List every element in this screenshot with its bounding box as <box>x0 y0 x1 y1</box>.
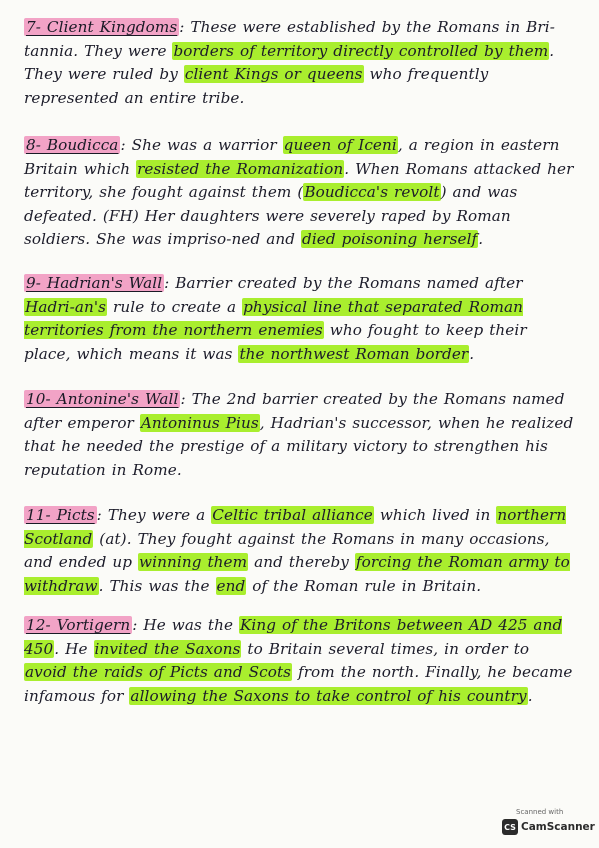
body-text: : He was the <box>132 616 239 634</box>
entry-vortigern <box>24 614 576 708</box>
highlighted-text: end <box>216 576 246 595</box>
entry-client-kingdoms <box>24 16 576 110</box>
body-text: who fought to keep their place, which means it was <box>24 321 527 363</box>
body-text: to Britain several times, in order to <box>241 639 530 658</box>
entry-hadrians-wall <box>24 272 576 366</box>
highlighted-text: Celtic tribal alliance <box>212 506 373 524</box>
body-text: which lived in <box>373 506 497 524</box>
highlighted-text: the northwest Roman border <box>239 344 469 363</box>
body-text: , a region in eastern Britain which <box>24 136 560 178</box>
highlighted-text: winning them <box>139 553 248 572</box>
body-text: : Barrier created by the Romans named after <box>164 274 523 292</box>
highlighted-text: allowing the Saxons to take control of his country <box>130 686 527 705</box>
camscanner-name: CamScanner <box>521 821 595 833</box>
body-text: (at). They fought against the Romans in many occasions, and ended up <box>24 529 550 572</box>
entry-title: 9- Hadrian's Wall <box>26 274 163 292</box>
body-text: . When Romans attacked her territory, she fought against them ( <box>24 159 574 202</box>
body-text: . <box>527 686 533 705</box>
body-text: ) and was defeated. (FH) Her daughters were severely raped by Roman soldiers. She was impriso-ned and <box>24 183 518 249</box>
body-text: : They were a <box>96 506 212 524</box>
highlighted-text: queen of Iceni <box>283 136 397 154</box>
highlighted-text: Boudicca's revolt <box>304 183 440 202</box>
highlighted-text: client Kings or queens <box>184 65 363 84</box>
body-text: . <box>478 230 484 249</box>
body-text: from the north. Finally, he became infamous for <box>24 663 573 705</box>
highlighted-text: Hadri-an's <box>25 297 107 316</box>
body-text: , Hadrian's successor, when he realized that he needed the prestige of a military victory to strengthen his reputation in Rome. <box>24 413 574 479</box>
highlighted-text: died poisoning herself <box>302 230 478 249</box>
body-text: . He <box>54 639 94 658</box>
highlighted-text: forcing the Roman army to withdraw <box>24 553 570 595</box>
scanned-with-label: Scanned with <box>516 808 564 816</box>
body-text: : These were established by the Romans in Bri-tannia. They were <box>24 18 555 60</box>
body-text: : She was a warrior <box>120 136 283 154</box>
entry-title: 8- Boudicca <box>26 136 119 154</box>
highlighted-text: King of the Britons between AD 425 and 450 <box>24 616 563 658</box>
body-text: . This was the <box>98 576 216 595</box>
entry-title: 7- Client Kingdoms <box>26 18 178 36</box>
body-text: and thereby <box>248 553 355 572</box>
body-text: . <box>469 344 475 363</box>
highlighted-text: borders of territory directly controlled by them <box>173 41 549 60</box>
camscanner-logo-icon: CS <box>502 819 518 835</box>
highlighted-text: Antoninus Pius <box>140 413 259 432</box>
highlighted-text: avoid the raids of Picts and Scots <box>25 663 292 682</box>
body-text: of the Roman rule in Britain. <box>246 576 482 595</box>
body-text: who frequently represented an entire tribe. <box>24 65 489 107</box>
entry-boudicca <box>24 134 576 252</box>
entry-picts <box>24 504 576 598</box>
highlighted-text: invited the Saxons <box>94 639 241 658</box>
body-text: rule to create a <box>107 297 243 316</box>
entry-title: 10- Antonine's Wall <box>26 390 179 408</box>
camscanner-watermark <box>502 808 595 840</box>
highlighted-text: northern Scotland <box>24 506 567 548</box>
entry-antonines-wall <box>24 388 576 482</box>
body-text: . They were ruled by <box>24 41 555 84</box>
highlighted-text: physical line that separated Roman territories from the northern enemies <box>24 297 524 340</box>
body-text: : The 2nd barrier created by the Romans named after emperor <box>24 390 565 432</box>
entry-title: 11- Picts <box>26 506 95 524</box>
entry-title: 12- Vortigern <box>26 616 131 634</box>
highlighted-text: resisted the Romanization <box>137 159 344 178</box>
